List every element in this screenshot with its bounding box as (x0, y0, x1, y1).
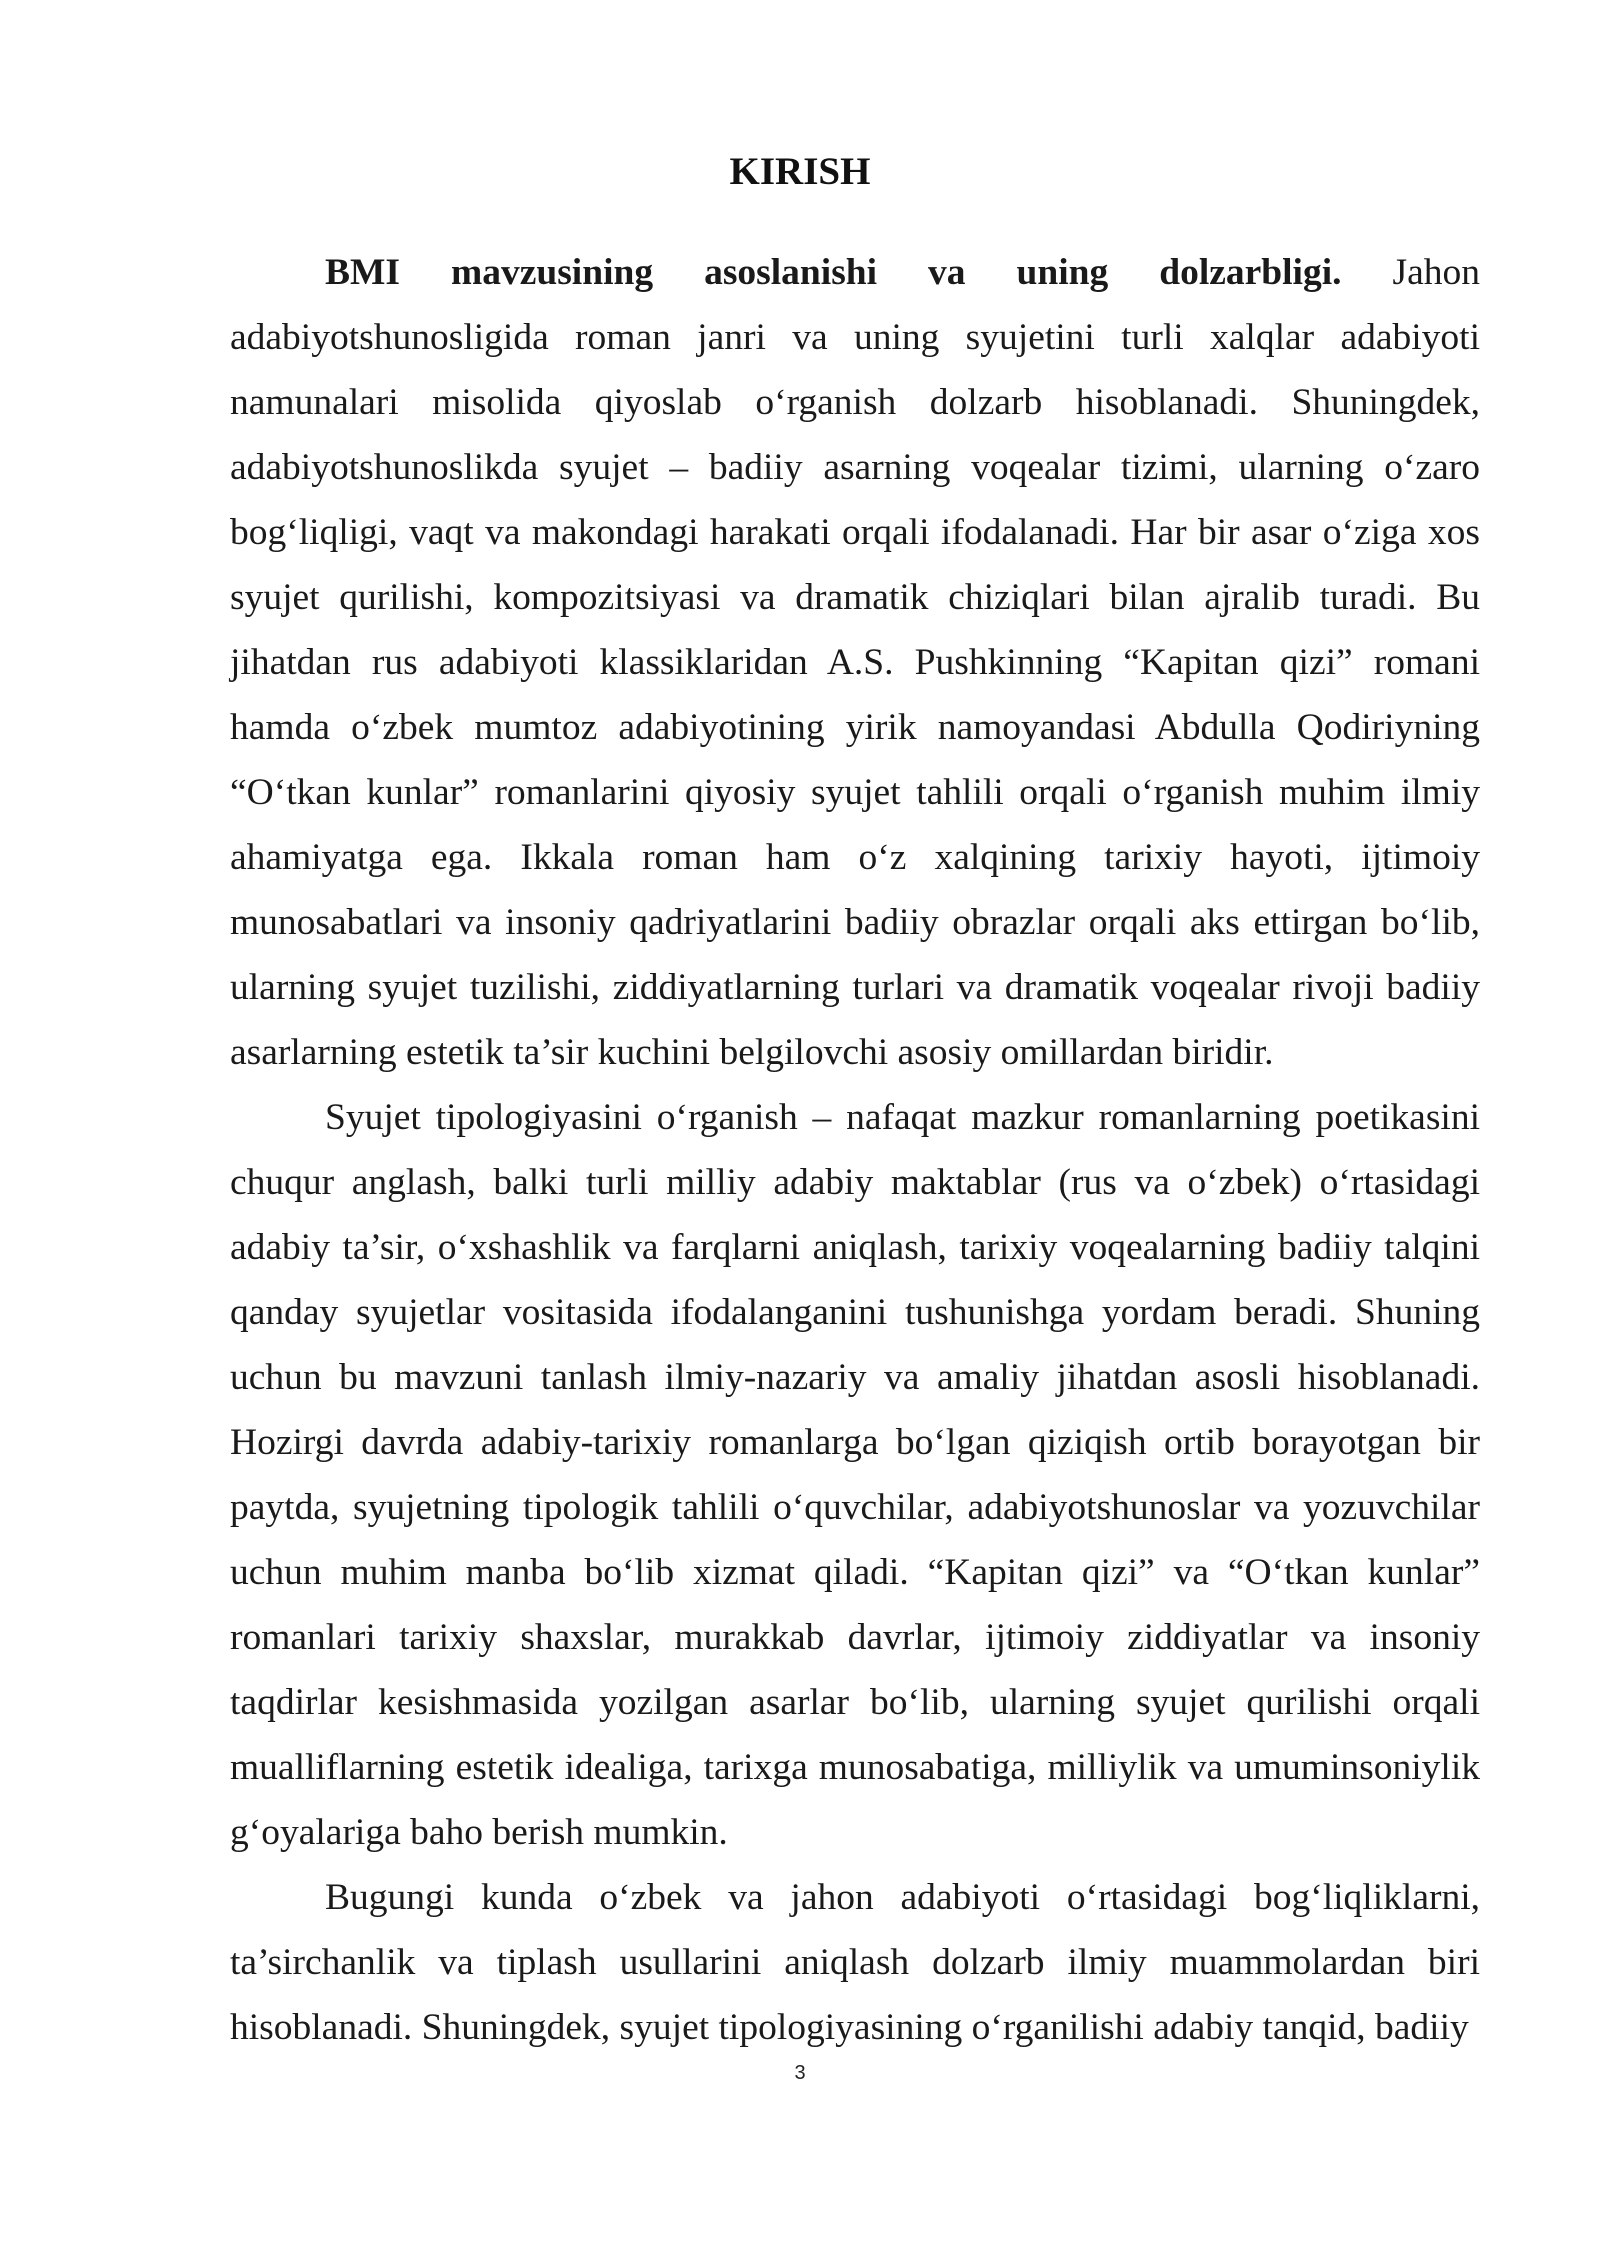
page-title: KIRISH (729, 150, 871, 193)
page-number: 3 (794, 2062, 806, 2084)
paragraph-text: Syujet tipologiyasini o‘rganish – nafaqat mazkur romanlarning poetikasini chuqur anglash, balki turli milliy adabiy maktablar (rus va o‘zbek) o‘rtasidagi adabiy ta’sir, o‘xshashlik va farqlarni aniqlash, tarixiy voqealarning badiiy talqini qanday syujetlar vositasida ifodalanganini tushunishga yordam beradi. Shuning uchun bu mavzuni tanlash ilmiy-nazariy va amaliy jihatdan asosli hisoblanadi. Hozirgi davrda adabiy-tarixiy romanlarga bo‘lgan qiziqish ortib borayotgan bir paytda, syujetning tipologik tahlili o‘quvchilar, adabiyotshunoslar va yozuvchilar uchun muhim manba bo‘lib xizmat qiladi. “Kapitan qizi” va “O‘tkan kunlar” romanlari tarixiy shaxslar, murakkab davrlar, ijtimoiy ziddiyatlar va insoniy taqdirlar kesishmasida yozilgan asarlar bo‘lib, ularning syujet qurilishi orqali mualliflarning estetik idealiga, tarixga munosabatiga, milliylik va umuminsoniylik g‘oyalariga baho berish mumkin. (230, 1097, 1480, 1853)
paragraph-1 (230, 240, 1480, 1085)
paragraph-text: Bugungi kunda o‘zbek va jahon adabiyoti o‘rtasidagi bog‘liqliklarni, ta’sirchanlik va tiplash usullarini aniqlash dolzarb ilmiy muammolardan biri hisoblanadi. Shuningdek, syujet tipologiyasining o‘rganilishi adabiy tanqid, badiiy (230, 1877, 1480, 2048)
paragraph-3 (230, 1865, 1480, 2060)
paragraph-lead: BMI mavzusining asoslanishi va uning dolzarbligi. (325, 252, 1342, 293)
paragraph-2 (230, 1085, 1480, 1865)
paragraph-text: Jahon adabiyotshunosligida roman janri va uning syujetini turli xalqlar adabiyoti namunalari misolida qiyoslab o‘rganish dolzarb hisoblanadi. Shuningdek, adabiyotshunoslikda syujet – badiiy asarning voqealar tizimi, ularning o‘zaro bog‘liqligi, vaqt va makondagi harakati orqali ifodalanadi. Har bir asar o‘ziga xos syujet qurilishi, kompozitsiyasi va dramatik chiziqlari bilan ajralib turadi. Bu jihatdan rus adabiyoti klassiklaridan A.S. Pushkinning “Kapitan qizi” romani hamda o‘zbek mumtoz adabiyotining yirik namoyandasi Abdulla Qodiriyning “O‘tkan kunlar” romanlarini qiyosiy syujet tahlili orqali o‘rganish muhim ilmiy ahamiyatga ega. Ikkala roman ham o‘z xalqining tarixiy hayoti, ijtimoiy munosabatlari va insoniy qadriyatlarini badiiy obrazlar orqali aks ettirgan bo‘lib, ularning syujet tuzilishi, ziddiyatlarning turlari va dramatik voqealar rivoji badiiy asarlarning estetik ta’sir kuchini belgilovchi asosiy omillardan biridir. (230, 252, 1481, 1073)
body-text (230, 240, 1480, 2060)
